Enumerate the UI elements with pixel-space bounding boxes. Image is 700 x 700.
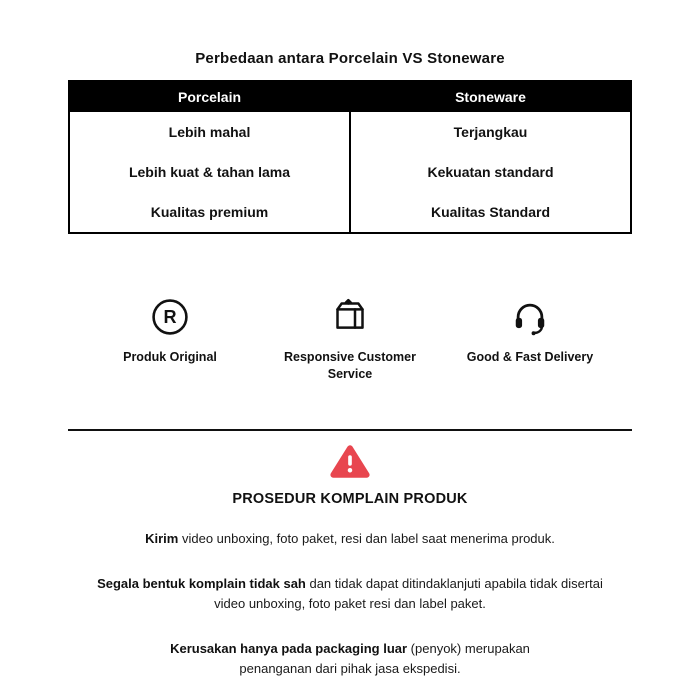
warning-triangle-icon: [0, 443, 700, 480]
registered-letter: R: [163, 307, 177, 328]
headset-icon: [511, 294, 549, 336]
feature-customer-service: [270, 294, 430, 383]
table-cell: Kualitas Standard: [350, 192, 631, 233]
feature-produk-original: [90, 294, 250, 383]
complaint-paragraph-bold: Kerusakan hanya pada packaging luar: [170, 641, 408, 657]
table-cell: Lebih kuat & tahan lama: [69, 152, 350, 192]
table-row: [69, 192, 631, 233]
table-header-stoneware: Stoneware: [350, 81, 631, 112]
feature-badges: [90, 294, 610, 383]
complaint-paragraph-text: (penyok) merupakan penanganan dari pihak jasa ekspedisi.: [239, 641, 530, 676]
section-divider: [68, 429, 632, 431]
registered-mark-icon: [151, 294, 189, 336]
table-cell: Lebih mahal: [69, 112, 350, 152]
complaint-paragraph-text: dan tidak dapat ditindaklanjuti apabila tidak disertai video unboxing, foto paket resi dan label paket.: [214, 576, 603, 611]
table-cell: Kekuatan standard: [350, 152, 631, 192]
feature-label: Produk Original: [123, 350, 217, 364]
table-header-row: [69, 81, 631, 112]
comparison-table-wrap: [68, 80, 632, 234]
table-header-porcelain: Porcelain: [69, 81, 350, 112]
complaint-paragraph-bold: Kirim: [145, 530, 179, 546]
complaint-paragraph: [70, 529, 630, 549]
comparison-table: [68, 80, 632, 234]
feature-label: Good & Fast Delivery: [466, 350, 594, 364]
table-cell: Terjangkau: [350, 112, 631, 152]
complaint-paragraph-bold: Segala bentuk komplain tidak sah: [97, 576, 306, 592]
feature-label: Responsive Customer Service: [284, 350, 416, 381]
table-row: [69, 112, 631, 152]
complaint-heading: PROSEDUR KOMPLAIN PRODUK: [232, 490, 468, 507]
feature-delivery: [450, 294, 610, 383]
table-cell: Kualitas premium: [69, 192, 350, 233]
complaint-paragraph: [85, 574, 615, 613]
complaint-paragraph: [145, 639, 555, 678]
page-title: Perbedaan antara Porcelain VS Stoneware: [195, 50, 505, 67]
package-icon: [330, 294, 370, 336]
table-row: [69, 152, 631, 192]
complaint-paragraph-text: video unboxing, foto paket, resi dan label saat menerima produk.: [178, 530, 555, 546]
